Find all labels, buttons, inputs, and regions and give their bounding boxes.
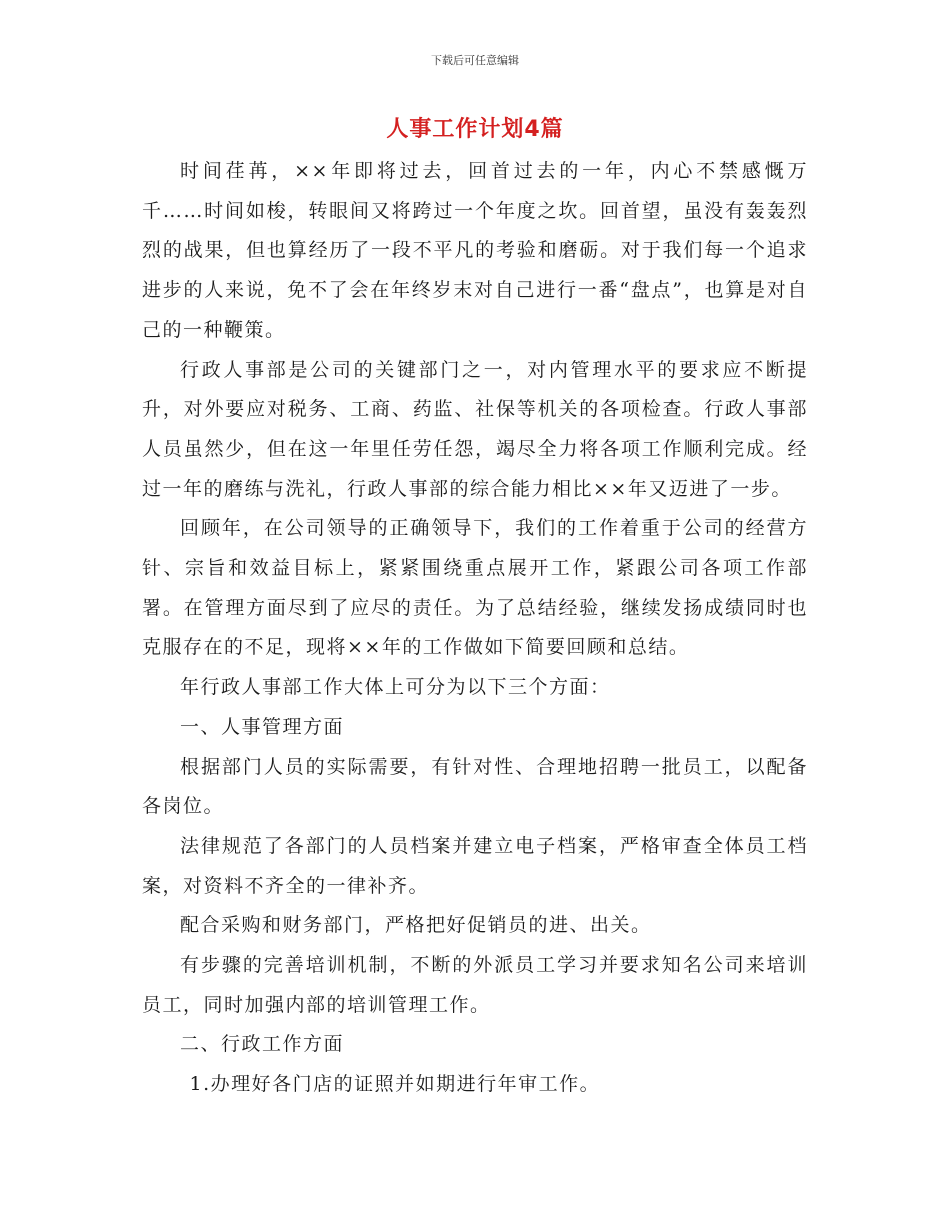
paragraph: 年行政人事部工作大体上可分为以下三个方面： (180, 676, 611, 699)
paragraph: 时间荏苒，××年即将过去，回首过去的一年，内心不禁感慨万千……时间如梭，转眼间又将跨过一个年度之坎。回首望，虽没有轰轰烈烈的战果，但也算经历了一段不平凡的考验和磨砺。对于我们每一个追求进步的人来说，免不了会在年终岁末对自己进行一番“盘点”，也算是对自己的一种鞭策。 (142, 160, 808, 341)
paragraph: 有步骤的完善培训机制，不断的外派员工学习并要求知名公司来培训员工，同时加强内部的培训管理工作。 (142, 954, 808, 1016)
section-heading: 二、行政工作方面 (180, 1033, 345, 1056)
paragraph: 配合采购和财务部门，严格把好促销员的进、出关。 (180, 914, 652, 937)
section-heading: 一、人事管理方面 (180, 715, 345, 738)
paragraph: 法律规范了各部门的人员档案并建立电子档案，严格审查全体员工档案，对资料不齐全的一律补齐。 (142, 834, 808, 897)
paragraph: 根据部门人员的实际需要，有针对性、合理地招聘一批员工，以配备各岗位。 (142, 755, 808, 818)
paragraph: 回顾年，在公司领导的正确领导下，我们的工作着重于公司的经营方针、宗旨和效益目标上，紧紧围绕重点展开工作，紧跟公司各项工作部署。在管理方面尽到了应尽的责任。为了总结经验，继续发扬成绩同时也克服存在的不足，现将××年的工作做如下简要回顾和总结。 (142, 517, 808, 659)
list-item: 1.办理好各门店的证照并如期进行年审工作。 (189, 1073, 601, 1096)
document-body (142, 152, 808, 1105)
document-title: 人事工作计划4篇 (386, 117, 564, 142)
paragraph: 行政人事部是公司的关键部门之一，对内管理水平的要求应不断提升，对外要应对税务、工商、药监、社保等机关的各项检查。行政人事部人员虽然少，但在这一年里任劳任怨，竭尽全力将各项工作顺利完成。经过一年的磨练与洗礼，行政人事部的综合能力相比××年又迈进了一步。 (142, 358, 808, 500)
header-note: 下载后可任意编辑 (431, 54, 519, 67)
